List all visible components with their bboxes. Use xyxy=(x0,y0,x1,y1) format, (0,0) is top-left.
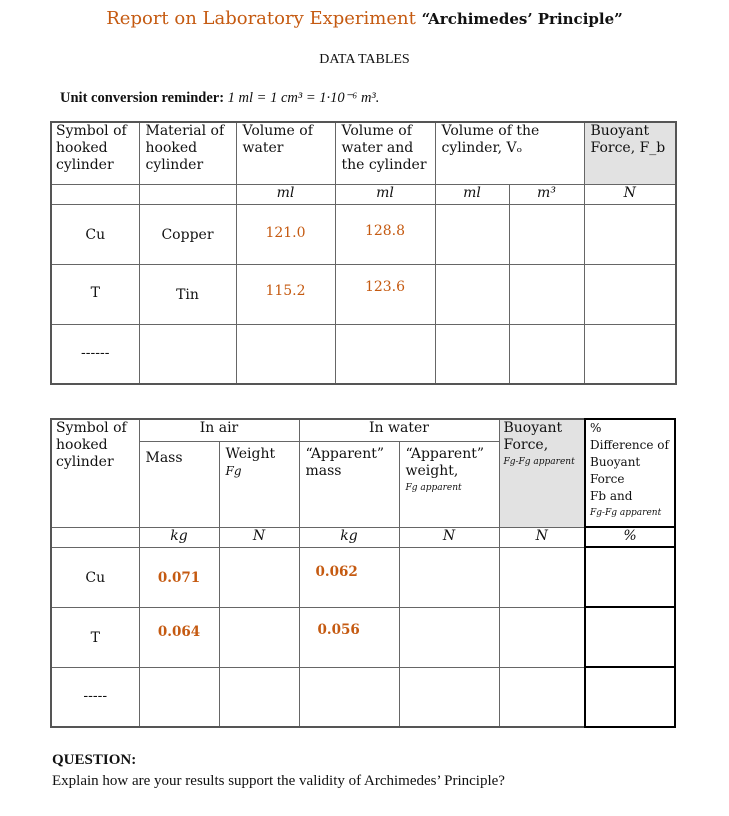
buoyant-label: Buoyant Force, xyxy=(503,420,563,453)
header-buoyant-force xyxy=(499,419,585,527)
row-volume-water: 121.0 xyxy=(236,204,335,264)
header-material: Material of hooked cylinder xyxy=(139,122,236,184)
row-mass[interactable] xyxy=(139,667,219,727)
table-row xyxy=(51,264,676,324)
table-row xyxy=(51,667,675,727)
table-row xyxy=(51,324,676,384)
row-volume-cylinder-ml[interactable] xyxy=(435,204,509,264)
row-volume-water-cylinder: 128.8 xyxy=(335,204,435,264)
row-percent[interactable] xyxy=(585,667,675,727)
row-mass: 0.064 xyxy=(139,607,219,667)
row-apparent-mass: 0.056 xyxy=(299,607,399,667)
row-volume-water[interactable] xyxy=(236,324,335,384)
unit-weight: N xyxy=(219,527,299,547)
unit-cell xyxy=(139,184,236,204)
row-volume-cylinder-m3[interactable] xyxy=(509,264,584,324)
reminder-label: Unit conversion reminder: xyxy=(60,90,225,106)
unit-apparent-mass: kg xyxy=(299,527,399,547)
unit-volume-cylinder-ml: ml xyxy=(435,184,509,204)
row-symbol: Cu xyxy=(51,547,139,607)
header-apparent-mass: “Apparent” mass xyxy=(299,441,399,527)
header-in-air: In air xyxy=(139,419,299,441)
question-label: QUESTION: xyxy=(52,752,137,768)
pct-line1: % xyxy=(590,421,602,435)
row-material: Tin xyxy=(139,264,236,324)
row-buoyant[interactable] xyxy=(499,667,585,727)
row-weight[interactable] xyxy=(219,547,299,607)
unit-volume-water-cylinder: ml xyxy=(335,184,435,204)
apparent-weight-symbol: Fg apparent xyxy=(405,482,462,493)
row-volume-cylinder-m3[interactable] xyxy=(509,204,584,264)
title-main: Report on Laboratory Experiment xyxy=(106,8,416,29)
row-percent[interactable] xyxy=(585,607,675,667)
unit-volume-cylinder-m3: m³ xyxy=(509,184,584,204)
row-weight[interactable] xyxy=(219,607,299,667)
row-material: Copper xyxy=(139,204,236,264)
weight-symbol: Fg xyxy=(225,463,242,478)
row-percent[interactable] xyxy=(585,547,675,607)
header-volume-water: Volume of water xyxy=(236,122,335,184)
unit-reminder xyxy=(60,90,379,107)
unit-apparent-weight: N xyxy=(399,527,499,547)
row-apparent-mass[interactable] xyxy=(299,667,399,727)
title-quoted: “Archimedes’ Principle” xyxy=(421,10,623,28)
header-in-water: In water xyxy=(299,419,499,441)
mass-table xyxy=(50,418,676,728)
header-weight xyxy=(219,441,299,527)
row-mass: 0.071 xyxy=(139,547,219,607)
buoyant-formula: Fg-Fg apparent xyxy=(503,457,575,467)
reminder-formula: 1 ml = 1 cm³ = 1·10⁻⁶ m³. xyxy=(227,90,380,106)
row-volume-cylinder-m3[interactable] xyxy=(509,324,584,384)
row-weight[interactable] xyxy=(219,667,299,727)
row-buoyant[interactable] xyxy=(499,607,585,667)
row-apparent-weight[interactable] xyxy=(399,547,499,607)
unit-cell xyxy=(51,184,139,204)
row-buoyant[interactable] xyxy=(584,264,676,324)
unit-buoyant: N xyxy=(499,527,585,547)
row-buoyant[interactable] xyxy=(584,204,676,264)
row-volume-water-cylinder: 123.6 xyxy=(335,264,435,324)
row-symbol: ----- xyxy=(51,667,139,727)
header-symbol: Symbol of hooked cylinder xyxy=(51,122,139,184)
row-volume-cylinder-ml[interactable] xyxy=(435,264,509,324)
header-mass: Mass xyxy=(139,441,219,527)
row-apparent-weight[interactable] xyxy=(399,667,499,727)
row-symbol: T xyxy=(51,607,139,667)
row-symbol: T xyxy=(51,264,139,324)
row-volume-cylinder-ml[interactable] xyxy=(435,324,509,384)
header-volume-cylinder: Volume of the cylinder, Vₒ xyxy=(435,122,584,184)
row-material[interactable] xyxy=(139,324,236,384)
row-symbol: ------ xyxy=(51,324,139,384)
row-apparent-weight[interactable] xyxy=(399,607,499,667)
pct-line4: Fg-Fg apparent xyxy=(590,508,662,518)
header-symbol: Symbol of hooked cylinder xyxy=(51,419,139,527)
apparent-weight-label: “Apparent” weight, xyxy=(405,445,485,479)
row-volume-water: 115.2 xyxy=(236,264,335,324)
table-row xyxy=(51,547,675,607)
header-apparent-weight xyxy=(399,441,499,527)
unit-volume-water: ml xyxy=(236,184,335,204)
data-tables-heading: DATA TABLES xyxy=(319,52,410,67)
row-symbol: Cu xyxy=(51,204,139,264)
unit-cell xyxy=(51,527,139,547)
header-buoyant-force: Buoyant Force, F_b xyxy=(584,122,676,184)
volume-table xyxy=(50,121,677,385)
row-buoyant[interactable] xyxy=(584,324,676,384)
row-apparent-mass: 0.062 xyxy=(299,547,399,607)
table-row xyxy=(51,204,676,264)
header-volume-water-cylinder: Volume of water and the cylinder xyxy=(335,122,435,184)
unit-percent: % xyxy=(585,527,675,547)
weight-label: Weight xyxy=(225,445,276,462)
report-title xyxy=(0,8,729,29)
header-percent-difference xyxy=(585,419,675,527)
unit-buoyant: N xyxy=(584,184,676,204)
row-buoyant[interactable] xyxy=(499,547,585,607)
question-text: Explain how are your results support the validity of Archimedes’ Principle? xyxy=(52,773,505,789)
pct-line2: Difference of Buoyant Force xyxy=(590,438,669,486)
row-volume-water-cylinder[interactable] xyxy=(335,324,435,384)
pct-line3: Fb and xyxy=(590,489,633,503)
unit-mass: kg xyxy=(139,527,219,547)
table-row xyxy=(51,607,675,667)
